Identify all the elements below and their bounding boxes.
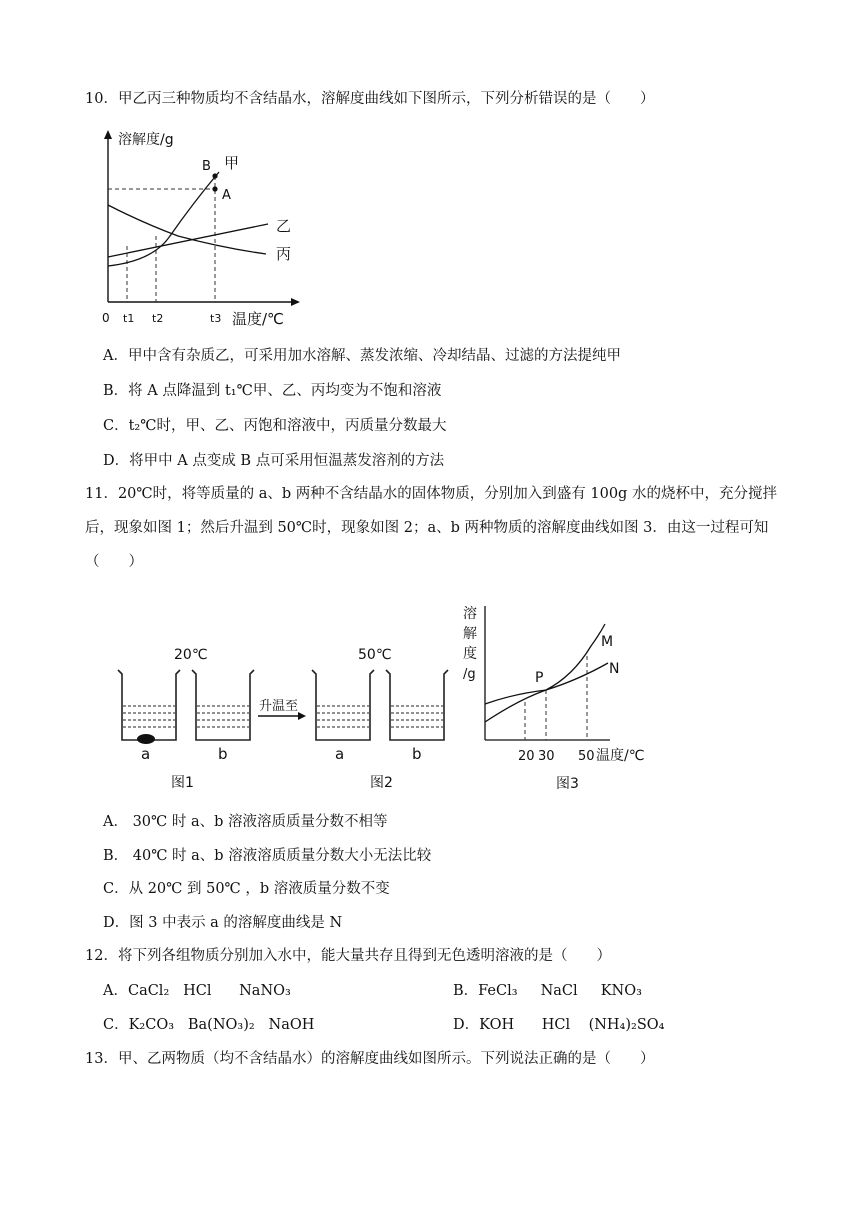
q13-stem: 13．甲、乙两物质（均不含结晶水）的溶解度曲线如图所示。下列说法正确的是（ ） [85, 1051, 655, 1067]
tick-t3: t3 [210, 312, 222, 325]
curve-bing-label: 丙 [276, 245, 292, 263]
curve-jia-label: 甲 [224, 154, 240, 172]
fig2-label-b: b [412, 745, 422, 763]
point-a-label: A [222, 188, 231, 203]
fig3-y-char-3: 度 [463, 646, 477, 662]
x-axis-arrow [291, 298, 300, 306]
fig1-caption: 图1 [171, 775, 194, 790]
q11-fig3-solubility [458, 580, 658, 790]
fig3-y-char-2: 解 [463, 626, 477, 642]
q10-stem: 10．甲乙丙三种物质均不含结晶水，溶解度曲线如下图所示，下列分析错误的是（ ） [85, 91, 655, 107]
curve-n-label: N [609, 661, 620, 677]
fig2-label-a: a [335, 745, 345, 763]
tick-t1: t1 [123, 312, 135, 325]
curve-yi [108, 224, 268, 257]
fig1-beaker-a [118, 670, 180, 744]
fig3-tick-20: 20 [518, 749, 535, 764]
fig2-beaker-a [312, 670, 374, 740]
q12-option-b: B．FeCl₃ NaCl KNO₃ [453, 983, 642, 999]
q11-option-a: A． 30℃ 时 a、b 溶液溶质质量分数不相等 [103, 814, 388, 830]
q12-stem: 12．将下列各组物质分别加入水中，能大量共存且得到无色透明溶液的是（ ） [85, 948, 611, 964]
point-a [212, 186, 217, 191]
y-axis-label: 溶解度/g [118, 132, 174, 148]
fig3-caption: 图3 [556, 776, 579, 790]
fig3-y-char-4: /g [463, 667, 476, 682]
undissolved-solid [137, 734, 155, 744]
fig3-tick-30: 30 [538, 749, 555, 764]
y-axis-arrow [104, 130, 112, 139]
point-b [212, 173, 217, 178]
q11-option-d: D．图 3 中表示 a 的溶解度曲线是 N [103, 915, 343, 931]
fig2-temp: 50℃ [358, 647, 392, 663]
fig3-y-char-1: 溶 [463, 606, 477, 622]
point-b-label: B [202, 159, 211, 174]
q11-stem-line-2: 后，现象如图 1；然后升温到 50℃时，现象如图 2；a、b 两种物质的溶解度曲线如图 3．由这一过程可知 [85, 520, 769, 536]
fig2-beaker-b [386, 670, 448, 740]
fig1-temp: 20℃ [174, 647, 208, 663]
q10-option-b: B．将 A 点降温到 t₁℃甲、乙、丙均变为不饱和溶液 [103, 383, 442, 399]
fig1-beaker-b [192, 670, 254, 740]
curve-yi-label: 乙 [276, 217, 292, 235]
q12-option-a: A．CaCl₂ HCl NaNO₃ [103, 983, 291, 999]
q10-option-a: A．甲中含有杂质乙，可采用加水溶解、蒸发浓缩、冷却结晶、过滤的方法提纯甲 [103, 348, 621, 364]
fig3-x-axis-label: 温度/℃ [596, 748, 645, 764]
curve-jia [108, 172, 219, 266]
fig1-label-b: b [218, 745, 228, 763]
q10-option-c: C．t₂℃时，甲、乙、丙饱和溶液中，丙质量分数最大 [103, 418, 447, 434]
q12-option-c: C．K₂CO₃ Ba(NO₃)₂ NaOH [103, 1017, 315, 1033]
fig2-caption: 图2 [370, 775, 393, 790]
q11-beaker-figures [108, 640, 458, 790]
q12-option-d: D．KOH HCl (NH₄)₂SO₄ [453, 1017, 665, 1033]
fig1-label-a: a [141, 745, 151, 763]
q11-stem-line-3: （ ） [85, 554, 143, 570]
q11-option-b: B． 40℃ 时 a、b 溶液溶质质量分数大小无法比较 [103, 848, 432, 864]
q10-option-d: D．将甲中 A 点变成 B 点可采用恒温蒸发溶剂的方法 [103, 453, 445, 469]
q10-solubility-figure [98, 128, 313, 328]
q11-option-c: C．从 20℃ 到 50℃ ，b 溶液质量分数不变 [103, 881, 390, 897]
arrow-label: 升温至 [259, 699, 299, 714]
q11-stem-line-1: 11．20℃时，将等质量的 a、b 两种不含结晶水的固体物质，分别加入到盛有 100g 水的烧杯中，充分搅拌 [85, 486, 777, 502]
tick-t2: t2 [152, 312, 164, 325]
x-axis-label: 温度/℃ [232, 310, 284, 328]
origin-label: 0 [102, 311, 110, 325]
curve-m-label: M [601, 634, 614, 650]
fig3-tick-50: 50 [578, 749, 595, 764]
point-p-label: P [535, 670, 544, 686]
